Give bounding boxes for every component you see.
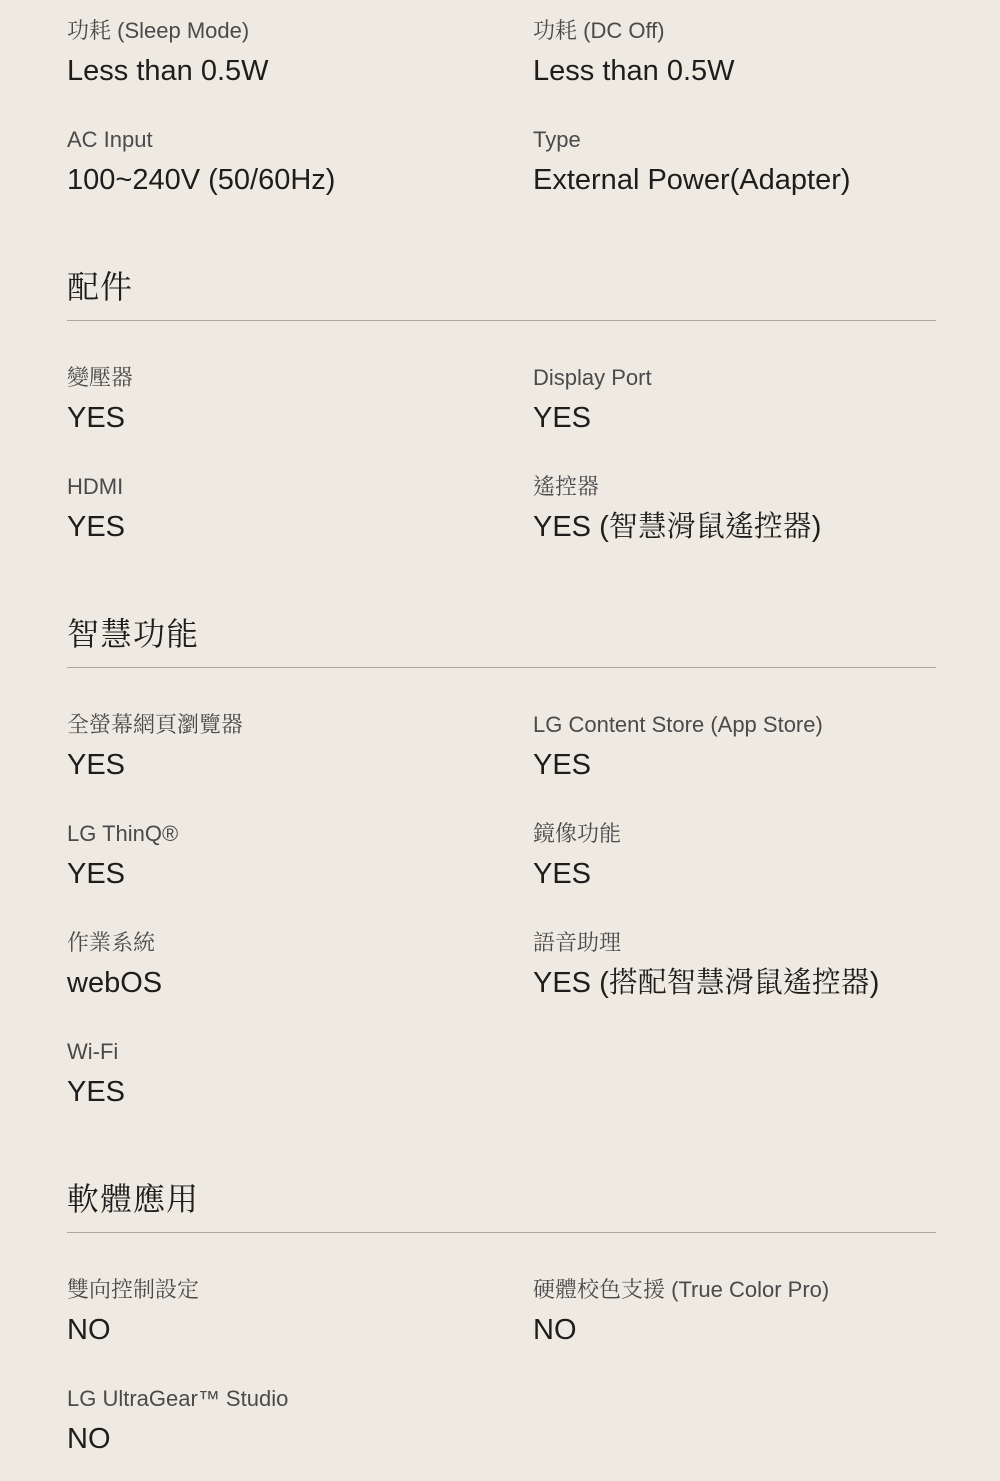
spec-label: LG Content Store (App Store) xyxy=(533,712,823,737)
spec-section-smart-features xyxy=(67,613,936,1110)
spec-item-voice-assistant xyxy=(533,928,936,1001)
spec-value: YES xyxy=(533,858,592,890)
spec-item-adapter xyxy=(67,363,533,436)
spec-label: Wi-Fi xyxy=(67,1039,119,1064)
spec-label: 語音助理 xyxy=(533,930,622,955)
spec-label: LG ThinQ® xyxy=(67,821,179,846)
spec-value: 100~240V (50/60Hz) xyxy=(67,164,336,196)
spec-label: 雙向控制設定 xyxy=(67,1277,200,1302)
spec-value: YES xyxy=(67,749,126,781)
spec-value: Less than 0.5W xyxy=(533,55,735,87)
spec-label: 全螢幕網頁瀏覽器 xyxy=(67,712,244,737)
spec-label: 鏡像功能 xyxy=(533,821,622,846)
spec-label: Display Port xyxy=(533,365,652,390)
spec-item-dual-controller xyxy=(67,1275,533,1348)
spec-label: 功耗 (DC Off) xyxy=(533,18,665,43)
spec-item-remote-control xyxy=(533,472,936,545)
spec-value: Less than 0.5W xyxy=(67,55,269,87)
spec-value: YES xyxy=(67,402,126,434)
spec-item-true-color-pro xyxy=(533,1275,936,1348)
spec-item-lg-thinq xyxy=(67,819,533,892)
spec-item-web-browser xyxy=(67,710,533,783)
spec-label: 功耗 (Sleep Mode) xyxy=(67,18,250,43)
spec-item-mirroring xyxy=(533,819,936,892)
spec-value: NO xyxy=(533,1314,577,1346)
spec-item-ultragear-studio xyxy=(67,1384,533,1457)
spec-grid-accessories xyxy=(67,363,936,545)
spec-grid-smart-features xyxy=(67,710,936,1110)
spec-item-ac-input xyxy=(67,125,533,198)
spec-item-lg-content-store xyxy=(533,710,936,783)
spec-value: webOS xyxy=(67,967,163,999)
spec-label: HDMI xyxy=(67,474,124,499)
section-title-accessories: 配件 xyxy=(67,266,936,321)
spec-value: YES xyxy=(67,858,126,890)
spec-label: AC Input xyxy=(67,127,153,152)
spec-value: YES xyxy=(533,749,592,781)
spec-value: YES (智慧滑鼠遙控器) xyxy=(533,511,822,543)
section-title-smart-features: 智慧功能 xyxy=(67,613,936,668)
spec-item-display-port xyxy=(533,363,936,436)
spec-label: 變壓器 xyxy=(67,365,134,390)
spec-item-power-sleep-mode xyxy=(67,16,533,89)
spec-value: YES xyxy=(533,402,592,434)
spec-grid-software xyxy=(67,1275,936,1457)
spec-item-power-type xyxy=(533,125,936,198)
spec-label: LG UltraGear™ Studio xyxy=(67,1386,289,1411)
section-title-software: 軟體應用 xyxy=(67,1178,936,1233)
spec-label: 作業系統 xyxy=(67,930,156,955)
spec-label: 遙控器 xyxy=(533,474,600,499)
spec-item-wifi xyxy=(67,1037,533,1110)
spec-label: 硬體校色支援 (True Color Pro) xyxy=(533,1277,830,1302)
spec-item-hdmi xyxy=(67,472,533,545)
spec-value: YES xyxy=(67,1076,126,1108)
spec-section-accessories xyxy=(67,266,936,545)
spec-value: External Power(Adapter) xyxy=(533,164,851,196)
spec-value: YES (搭配智慧滑鼠遙控器) xyxy=(533,967,880,999)
spec-value: NO xyxy=(67,1423,111,1455)
spec-section-software xyxy=(67,1178,936,1457)
spec-item-power-dc-off xyxy=(533,16,936,89)
spec-item-operating-system xyxy=(67,928,533,1001)
spec-grid-power xyxy=(67,16,936,198)
spec-value: NO xyxy=(67,1314,111,1346)
spec-label: Type xyxy=(533,127,581,152)
spec-value: YES xyxy=(67,511,126,543)
spec-section-power xyxy=(67,16,936,198)
